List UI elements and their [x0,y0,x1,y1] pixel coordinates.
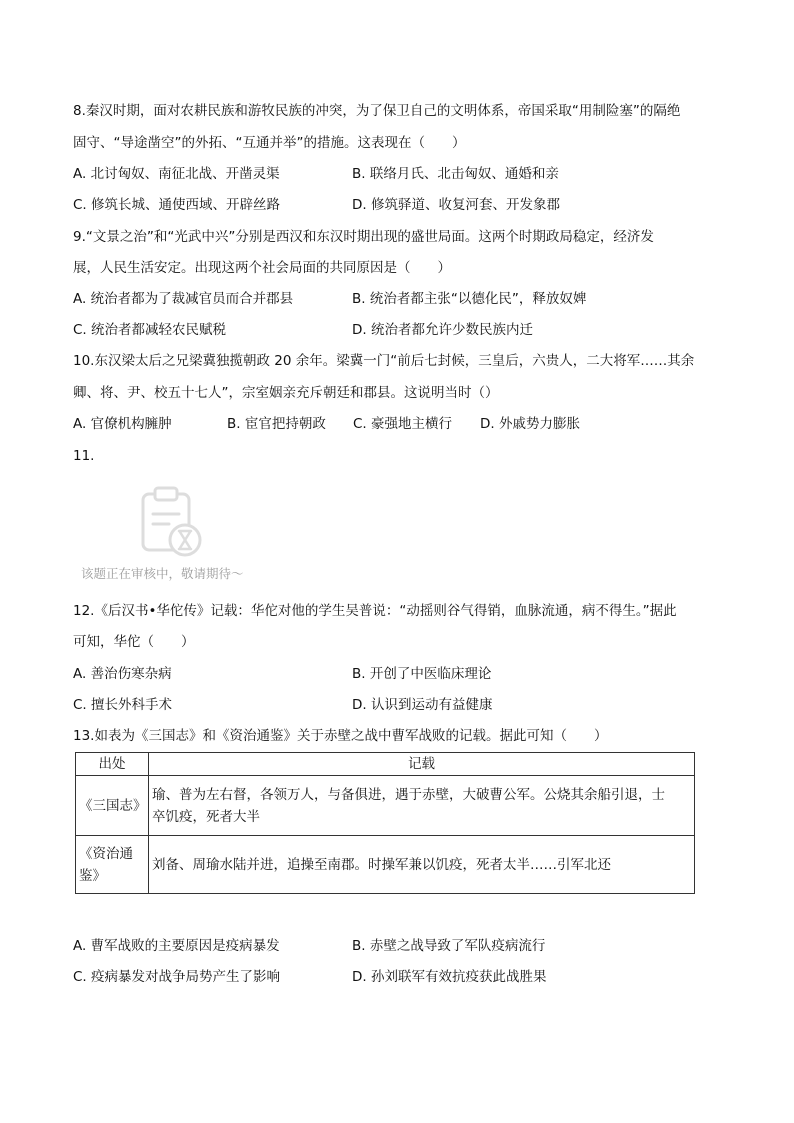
q8-option-a: A. 北讨匈奴、南征北战、开凿灵渠 [73,166,280,182]
table-header-record: 记载 [149,753,695,776]
q9-stem-line1: 9.“文景之治”和“光武中兴”分别是西汉和东汉时期出现的盛世局面。这两个时期政局稳定，经济发 [73,229,654,245]
q10-option-d: D. 外戚势力膨胀 [480,416,580,432]
clipboard-hourglass-icon [137,486,209,562]
q9-option-d: D. 统治者都允许少数民族内迁 [352,322,533,338]
record-line: 卒饥疫，死者大半 [152,808,260,825]
table-cell-record [149,776,695,836]
q12-option-c: C. 擅长外科手术 [73,697,173,713]
q10-option-a: A. 官僚机构臃肿 [73,416,172,432]
source-line: 鉴》 [79,867,106,884]
source-line: 《资治通 [79,845,133,862]
table-cell-source [76,836,149,894]
q13-record-table [75,752,695,894]
q11-pending-placeholder [73,480,273,590]
table-header-source: 出处 [76,753,149,776]
q9-stem-line2: 展，人民生活安定。出现这两个社会局面的共同原因是（ ） [73,260,451,276]
q10-option-c: C. 豪强地主横行 [353,416,453,432]
q10-stem-line1: 10.东汉梁太后之兄梁冀独揽朝政 20 余年。梁冀一门“前后七封候，三皇后，六贵人，二大将军……其余 [73,353,695,369]
q13-option-a: A. 曹军战败的主要原因是疫病暴发 [73,938,280,954]
q8-stem-line1: 8.秦汉时期，面对农耕民族和游牧民族的冲突，为了保卫自己的文明体系，帝国采取“用制险塞”的隔绝 [73,103,681,119]
q10-option-b: B. 宦官把持朝政 [227,416,326,432]
q12-stem-line2: 可知，华佗（ ） [73,634,195,650]
q9-option-c: C. 统治者都减轻农民赋税 [73,322,227,338]
q12-option-a: A. 善治伤寒杂病 [73,666,172,682]
table-header-row [76,753,695,776]
q11-number: 11. [73,448,95,464]
q9-option-a: A. 统治者都为了裁减官员而合并郡县 [73,291,294,307]
q9-option-b: B. 统治者都主张“以德化民”，释放奴婢 [352,291,587,307]
q12-option-d: D. 认识到运动有益健康 [352,697,493,713]
q13-option-c: C. 疫病暴发对战争局势产生了影响 [73,969,281,985]
q13-stem: 13.如表为《三国志》和《资治通鉴》关于赤壁之战中曹军战败的记载。据此可知（ ） [73,728,608,744]
q12-option-b: B. 开创了中医临床理论 [352,666,492,682]
q8-option-d: D. 修筑驿道、收复河套、开发象郡 [352,197,560,213]
table-row [76,776,695,836]
q11-pending-text: 该题正在审核中，敬请期待～ [81,566,244,581]
table-row [76,836,695,894]
table-cell-record: 刘备、周瑜水陆并进，追操至南郡。时操军兼以饥疫，死者太半……引军北还 [149,836,695,894]
q10-stem-line2: 卿、将、尹、校五十七人”，宗室姻亲充斥朝廷和郡县。这说明当时（） [73,385,499,401]
q8-stem-line2: 固守、“导途凿空”的外拓、“互通并举”的措施。这表现在（ ） [73,135,466,151]
q13-option-d: D. 孙刘联军有效抗疫获此战胜果 [352,969,547,985]
record-line: 瑜、普为左右督，各领万人，与备俱进，遇于赤壁，大破曹公军。公烧其余船引退，士 [152,786,665,803]
q13-option-b: B. 赤壁之战导致了军队疫病流行 [352,938,546,954]
q8-option-b: B. 联络月氏、北击匈奴、通婚和亲 [352,166,559,182]
q12-stem-line1: 12.《后汉书•华佗传》记载：华佗对他的学生吴普说：“动摇则谷气得销，血脉流通，病不得生。”据此 [73,603,677,619]
table-cell-source: 《三国志》 [76,776,149,836]
q8-option-c: C. 修筑长城、通使西域、开辟丝路 [73,197,281,213]
